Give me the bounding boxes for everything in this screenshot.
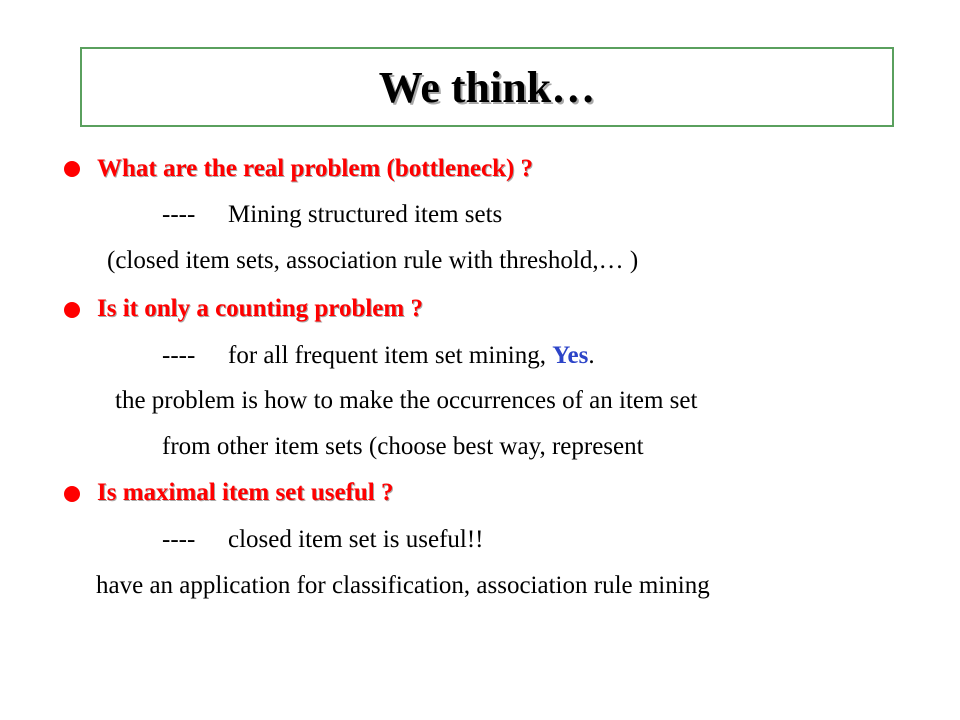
answer-1-text: Mining structured item sets (228, 201, 503, 228)
answer-2-suffix: . (588, 342, 595, 369)
bullet-2 (64, 302, 80, 318)
heading-3: Is maximal item set useful ? (97, 479, 394, 506)
dash-2: ---- (162, 342, 196, 369)
title-box (80, 47, 894, 127)
answer-3-text: closed item set is useful!! (228, 526, 484, 553)
answer-1 (162, 200, 502, 230)
bullet-1 (64, 161, 80, 177)
heading-2: Is it only a counting problem ? (97, 295, 423, 322)
detail-1: (closed item sets, association rule with threshold,… ) (107, 247, 639, 274)
answer-2-prefix: for all frequent item set mining, (228, 342, 546, 369)
dash-3: ---- (162, 526, 196, 553)
slide-title: We think… (378, 62, 596, 112)
answer-2-emphasis: Yes (552, 342, 589, 369)
dash-1: ---- (162, 201, 196, 228)
heading-1: What are the real problem (bottleneck) ? (97, 155, 534, 182)
bullet-3 (64, 486, 80, 502)
detail-2a: the problem is how to make the occurrences of an item set (115, 387, 698, 414)
answer-2 (162, 341, 595, 371)
detail-2b: from other item sets (choose best way, represent (162, 433, 644, 460)
answer-3 (162, 525, 484, 555)
detail-3: have an application for classification, association rule mining (96, 572, 710, 599)
